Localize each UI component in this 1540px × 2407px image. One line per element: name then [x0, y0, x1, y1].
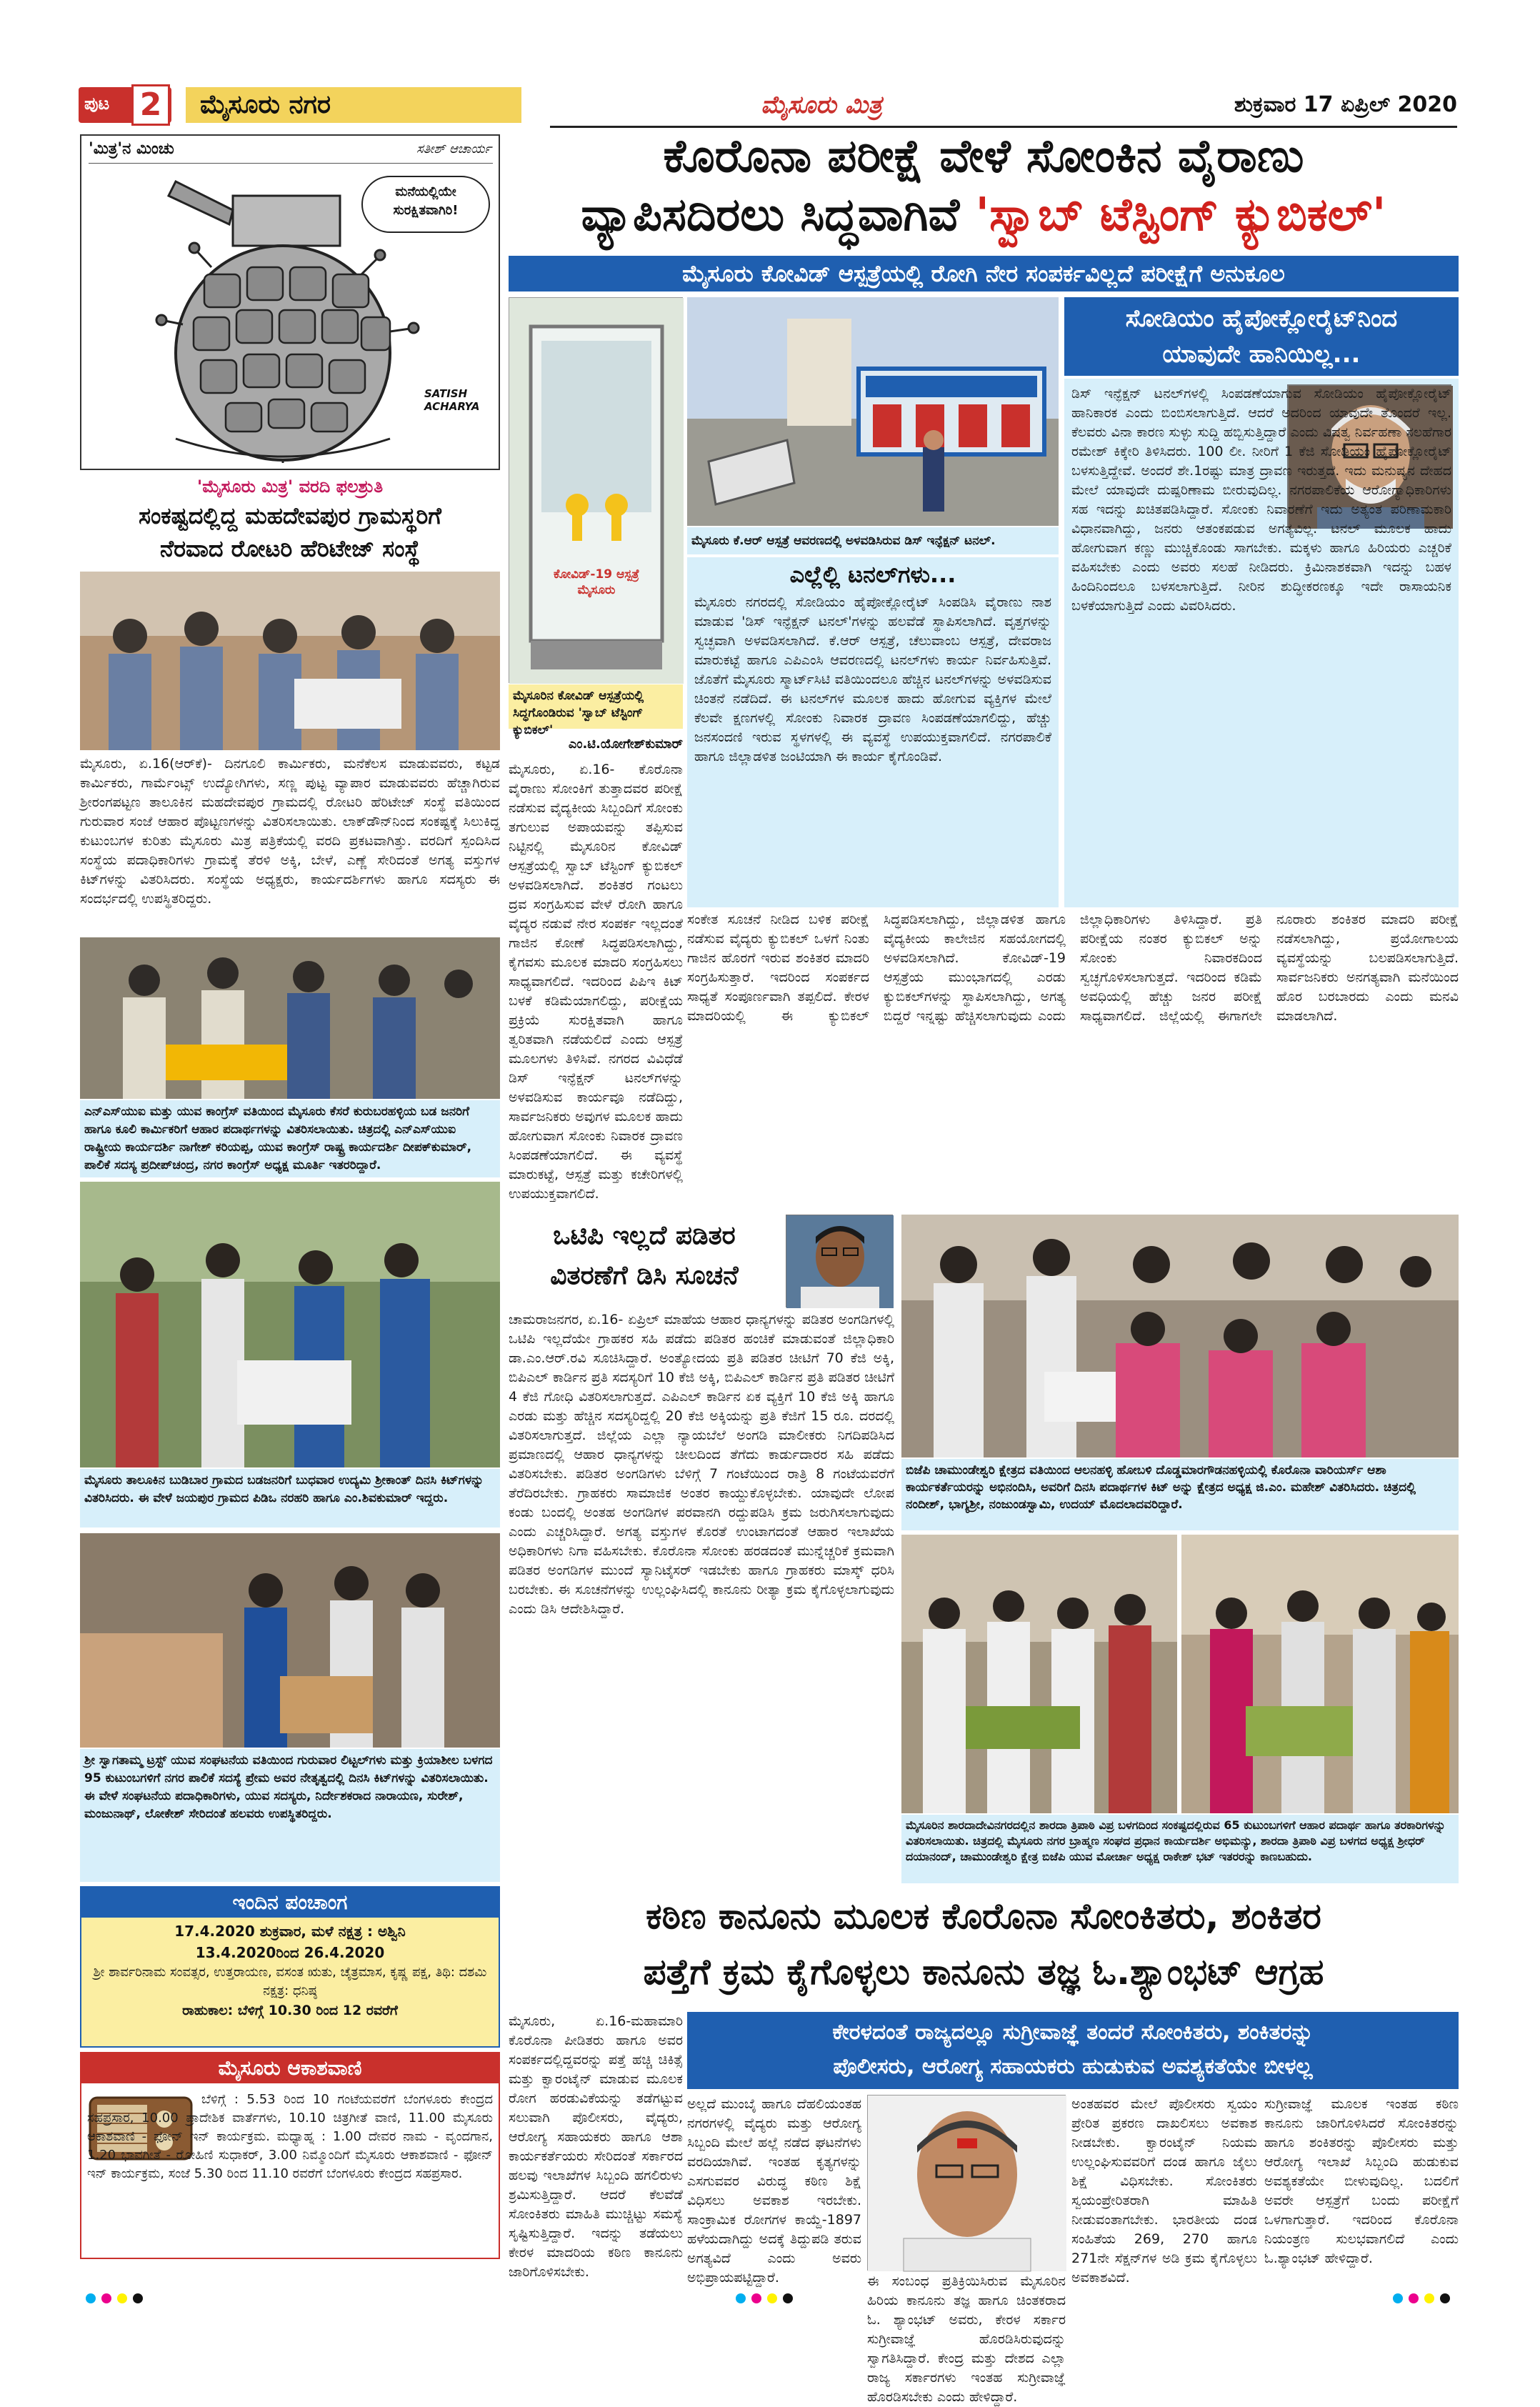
swamy-photo	[80, 1533, 500, 1748]
panchanga-line-4: ರಾಹುಕಾಲ: ಬೆಳಿಗ್ಗೆ 10.30 ರಿಂದ 12 ರವರೆಗೆ	[182, 2003, 398, 2018]
nsui-caption-text: ಎನ್‌ಎಸ್‌ಯುಐ ಮತ್ತು ಯುವ ಕಾಂಗ್ರೆಸ್ ವತಿಯಿಂದ ಮೈಸೂರು ಕೆಸರೆ ಕುರುಬರಹಳ್ಳಿಯ ಬಡ ಜನರಿಗೆ ಹಾಗೂ ಕೂಲಿ ಕಾರ್ಮಿಕರಿಗೆ ಆಹಾರ ಪದಾರ್ಥಗಳನ್ನು ವಿತರಿಸಲಾಯಿತು. ಚಿತ್ರದಲ್ಲಿ ಎನ್‌ಎಸ್‌ಯುಐ ರಾಷ್ಟ್ರೀಯ ಕಾರ್ಯದರ್ಶಿ ನಾಗೇಶ್ ಕರಿಯಪ್ಪ, ಯುವ ಕಾಂಗ್ರೆಸ್ ರಾಷ್ಟ್ರ ಕಾರ್ಯದರ್ಶಿ ದೀಪಕ್‌ಕುಮಾರ್, ಪಾಲಿಕೆ ಸದಸ್ಯ ಪ್ರದೀಪ್‌ಚಂದ್ರ, ನಗರ ಕಾಂಗ್ರೆಸ್ ಅಧ್ಯಕ್ಷ ಮೂರ್ತಿ ಇತರರಿದ್ದಾರೆ.	[84, 1105, 472, 1172]
panchanga-line-3: ಶ್ರೀ ಶಾರ್ವರಿನಾಮ ಸಂವತ್ಸರ, ಉತ್ತರಾಯಣ, ವಸಂತ ಋತು, ಚೈತ್ರಮಾಸ, ಕೃಷ್ಣ ಪಕ್ಷ, ತಿಥಿ: ದಶಮಿ ನಕ್ಷತ್ರ: ಧನಿಷ್ಠ	[93, 1965, 487, 1998]
nsui-photo	[80, 937, 500, 1099]
lead-subhead-banner: ಮೈಸೂರು ಕೋವಿಡ್ ಆಸ್ಪತ್ರೆಯಲ್ಲಿ ರೋಗಿ ನೇರ ಸಂಪರ್ಕವಿಲ್ಲದೆ ಪರೀಕ್ಷೆಗೆ ಅನುಕೂಲ	[509, 256, 1459, 291]
cartoon-signature: SATISH ACHARYA	[424, 387, 480, 413]
rotary-headline-1: ಸಂಕಷ್ಟದಲ್ಲಿದ್ದ ಮಹದೇವಪುರ ಗ್ರಾಮಸ್ಥರಿಗೆ	[139, 502, 441, 529]
registration-marks-center	[736, 2293, 800, 2305]
law-headline-block	[509, 1889, 1459, 2003]
page-label: ಪುಟ	[84, 94, 110, 114]
bjp-caption	[901, 1459, 1459, 1530]
lead-body: ಮೈಸೂರು, ಏ.16- ಕೊರೊನಾ ವೈರಾಣು ಸೋಂಕಿಗೆ ತುತ್ತಾದವರ ಪರೀಕ್ಷೆ ನಡೆಸುವ ವೈದ್ಯಕೀಯ ಸಿಬ್ಬಂದಿಗೆ ಸೋಂಕು ತಗುಲುವ ಅಪಾಯವನ್ನು ತಪ್ಪಿಸುವ ನಿಟ್ಟಿನಲ್ಲಿ ಮೈಸೂರಿನ ಕೋವಿಡ್ ಆಸ್ಪತ್ರೆಯಲ್ಲಿ ಸ್ವಾಬ್ ಟೆಸ್ಟಿಂಗ್ ಕ್ಯುಬಿಕಲ್ ಅಳವಡಿಸಲಾಗಿದೆ. ಶಂಕಿತರ ಗಂಟಲು ದ್ರವ ಸಂಗ್ರಹಿಸುವ ವೇಳೆ ರೋಗಿ ಹಾಗೂ ವೈದ್ಯರ ನಡುವೆ ನೇರ ಸಂಪರ್ಕ ಇಲ್ಲದಂತೆ ಗಾಜಿನ ಕೋಣೆ ಸಿದ್ಧಪಡಿಸಲಾಗಿದ್ದು, ಕೈಗವಸು ಮೂಲಕ ಮಾದರಿ ಸಂಗ್ರಹಿಸಲು ಸಾಧ್ಯವಾಗಲಿದೆ. ಇದರಿಂದ ಪಿಪಿಇ ಕಿಟ್ ಬಳಕೆ ಕಡಿಮೆಯಾಗಲಿದ್ದು, ಪರೀಕ್ಷೆಯ ಪ್ರಕ್ರಿಯೆ ಸುರಕ್ಷಿತವಾಗಿ ಹಾಗೂ ತ್ವರಿತವಾಗಿ ನಡೆಯಲಿದೆ ಎಂದು ಆಸ್ಪತ್ರೆ ಮೂಲಗಳು ತಿಳಿಸಿವೆ. ನಗರದ ವಿವಿಧೆಡೆ ಡಿಸ್ ಇನ್ಫೆಕ್ಷನ್ ಟನಲ್‌ಗಳನ್ನು ಅಳವಡಿಸುವ ಕಾರ್ಯವೂ ನಡೆದಿದ್ದು, ಸಾರ್ವಜನಿಕರು ಅವುಗಳ ಮೂಲಕ ಹಾದು ಹೋಗುವಾಗ ಸೋಂಕು ನಿವಾರಕ ದ್ರಾವಣ ಸಿಂಪಡಣೆಯಾಗಲಿದೆ. ಈ ವ್ಯವಸ್ಥೆ ಮಾರುಕಟ್ಟೆ, ಆಸ್ಪತ್ರೆ ಮತ್ತು ಕಚೇರಿಗಳಲ್ಲಿ ಉಪಯುಕ್ತವಾಗಲಿದೆ.	[509, 762, 683, 1202]
dc-ravi-photo	[786, 1215, 893, 1307]
cartoon-artist: ಸತೀಶ್ ಆಚಾರ್ಯ	[416, 141, 491, 156]
law-col-2: ಅಲ್ಲದೆ ಮುಂಬೈ ಹಾಗೂ ದೆಹಲಿಯಂತಹ ನಗರಗಳಲ್ಲಿ ವೈದ್ಯರು ಮತ್ತು ಆರೋಗ್ಯ ಸಿಬ್ಬಂದಿ ಮೇಲೆ ಹಲ್ಲೆ ನಡೆದ ಘಟನೆಗಳು ವರದಿಯಾಗಿವೆ. ಇಂತಹ ಕೃತ್ಯಗಳನ್ನು ಎಸಗುವವರ ವಿರುದ್ಧ ಕಠಿಣ ಶಿಕ್ಷೆ ವಿಧಿಸಲು ಅವಕಾಶ ಇರಬೇಕು. ಸಾಂಕ್ರಾಮಿಕ ರೋಗಗಳ ಕಾಯ್ದೆ-1897 ಹಳೆಯದಾಗಿದ್ದು ಅದಕ್ಕೆ ತಿದ್ದುಪಡಿ ತರುವ ಅಗತ್ಯವಿದೆ ಎಂದು ಅವರು ಅಭಿಪ್ರಾಯಪಟ್ಟಿದ್ದಾರೆ.	[687, 2096, 861, 2286]
panchanga-line-2: 13.4.2020ರಿಂದ 26.4.2020	[195, 1944, 385, 1961]
panchanga-box	[80, 1886, 500, 2048]
sharada-caption-text: ಮೈಸೂರಿನ ಶಾರದಾದೇವಿನಗರದಲ್ಲಿನ ಶಾರದಾ ತ್ರಿಪಾಠಿ ವಿಪ್ರ ಬಳಗದಿಂದ ಸಂಕಷ್ಟದಲ್ಲಿರುವ 65 ಕುಟುಂಬಗಳಿಗೆ ಆಹಾರ ಪದಾರ್ಥ ಹಾಗೂ ತರಕಾರಿಗಳನ್ನು ವಿತರಿಸಲಾಯಿತು. ಚಿತ್ರದಲ್ಲಿ ಮೈಸೂರು ನಗರ ಬ್ರಾಹ್ಮಣ ಸಂಘದ ಪ್ರಧಾನ ಕಾರ್ಯದರ್ಶಿ ಅಭಿಮನ್ಯು, ಶಾರದಾ ತ್ರಿಪಾಠಿ ವಿಪ್ರ ಬಳಗದ ಅಧ್ಯಕ್ಷ ಶ್ರೀಧರ್ ದಯಾನಂದ್, ಚಾಮುಂಡೇಶ್ವರಿ ಕ್ಷೇತ್ರ ಬಿಜೆಪಿ ಯುವ ಮೋರ್ಚಾ ಅಧ್ಯಕ್ಷ ರಾಕೇಶ್ ಭಟ್ ಇತರರನ್ನು ಕಾಣಬಹುದು.	[906, 1818, 1446, 1863]
lead-headline-line-1: ಕೊರೊನಾ ಪರೀಕ್ಷೆ ವೇಳೆ ಸೋಂಕಿನ ವೈರಾಣು	[663, 130, 1304, 183]
cubicle-sign-text: ಕೋವಿಡ್-19 ಆಸ್ಪತ್ರೆ ಮೈಸೂರು	[554, 567, 639, 597]
section-name: ಮೈಸೂರು ನಗರ	[186, 87, 521, 123]
sodium-headline-line-2: ಯಾವುದೇ ಹಾನಿಯಿಲ್ಲ...	[1162, 340, 1361, 369]
radio-title: ಮೈಸೂರು ಆಕಾಶವಾಣಿ	[81, 2053, 499, 2083]
masthead	[79, 84, 1457, 127]
sodium-body: ಡಿಸ್ ಇನ್ಫೆಕ್ಷನ್ ಟನಲ್‌ಗಳಲ್ಲಿ ಸಿಂಪಡಣೆಯಾಗುವ ಸೋಡಿಯಂ ಹೈಪೋಕ್ಲೋರೈಟ್ ಹಾನಿಕಾರಕ ಎಂದು ಬಿಂಬಿಸಲಾಗುತ್ತಿದೆ. ಆದರೆ ಅದರಿಂದ ಯಾವುದೇ ತೊಂದರೆ ಇಲ್ಲ. ಕೆಲವರು ವಿನಾ ಕಾರಣ ಸುಳ್ಳು ಸುದ್ದಿ ಹಬ್ಬಿಸುತ್ತಿದ್ದಾರೆ ಎಂದು ವಿಷತ್ವ ನಿರ್ವಹಣಾ ಸಲಹೆಗಾರ ರಮೇಶ್ ಕಿಕ್ಕೇರಿ ತಿಳಿಸಿದರು. 100 ಲೀ. ನೀರಿಗೆ 1 ಕೆಜಿ ಸೋಡಿಯಂ ಹೈಪೋಕ್ಲೋರೈಟ್ ಬಳಸುತ್ತಿದ್ದೇವೆ. ಅಂದರೆ ಶೇ.1ರಷ್ಟು ಮಾತ್ರ ದ್ರಾವಣ ಇರುತ್ತದೆ. ಇದು ಮನುಷ್ಯನ ದೇಹದ ಮೇಲೆ ಯಾವುದೇ ದುಷ್ಪರಿಣಾಮ ಬೀರುವುದಿಲ್ಲ. ನಗರಪಾಲಿಕೆಯ ಆರೋಗ್ಯಾಧಿಕಾರಿಗಳು ಸಹ ಇದನ್ನು ಖಚಿತಪಡಿಸಿದ್ದಾರೆ. ಸೋಂಕು ನಿವಾರಣೆಗೆ ಇದು ಅತ್ಯಂತ ಪರಿಣಾಮಕಾರಿ ವಿಧಾನವಾಗಿದ್ದು, ಜನರು ಆತಂಕಪಡುವ ಅಗತ್ಯವಿಲ್ಲ. ಟನಲ್ ಮೂಲಕ ಹಾದು ಹೋಗುವಾಗ ಕಣ್ಣು ಮುಚ್ಚಿಕೊಂಡು ಸಾಗಬೇಕು. ಮಕ್ಕಳು ಹಾಗೂ ಹಿರಿಯರು ಎಚ್ಚರಿಕೆ ವಹಿಸಬೇಕು ಎಂದು ಅವರು ಸಲಹೆ ನೀಡಿದರು. ಕ್ರಿಮಿನಾಶಕವಾಗಿ ಇದನ್ನು ಬಹಳ ಹಿಂದಿನಿಂದಲೂ ಬಳಸಲಾಗುತ್ತಿದೆ. ನೀರಿನ ಶುದ್ಧೀಕರಣಕ್ಕೂ ಇದೇ ರಾಸಾಯನಿಕ ಬಳಕೆಯಾಗುತ್ತಿದೆ ಎಂದು ವಿವರಿಸಿದರು.	[1071, 386, 1451, 614]
rotary-kicker: 'ಮೈಸೂರು ಮಿತ್ರ' ವರದಿ ಫಲಶ್ರುತಿ	[196, 477, 384, 497]
lead-headline-line-2-black: ವ್ಯಾಪಿಸದಿರಲು ಸಿದ್ಧವಾಗಿವೆ	[581, 189, 976, 241]
rotary-body: ಮೈಸೂರು, ಏ.16(ಆರ್‌ಕೆ)- ದಿನಗೂಲಿ ಕಾರ್ಮಿಕರು, ಮನೆಕೆಲಸ ಮಾಡುವವರು, ಕಟ್ಟಡ ಕಾರ್ಮಿಕರು, ಗಾರ್ಮೆಂಟ್ಸ್ ಉದ್ಯೋಗಿಗಳು, ಸಣ್ಣ ಪುಟ್ಟ ವ್ಯಾಪಾರ ಮಾಡುವವರು ಹೆಚ್ಚಾಗಿರುವ ಶ್ರೀರಂಗಪಟ್ಟಣ ತಾಲೂಕಿನ ಮಹದೇವಪುರ ಗ್ರಾಮದಲ್ಲಿ ರೋಟರಿ ಹೆರಿಟೇಜ್ ಸಂಸ್ಥೆ ವತಿಯಿಂದ ಗುರುವಾರ ಸಂಜೆ ಆಹಾರ ಪೊಟ್ಟಣಗಳನ್ನು ವಿತರಿಸಲಾಯಿತು. ಲಾಕ್‌ಡೌನ್‌ನಿಂದ ಸಂಕಷ್ಟಕ್ಕೆ ಸಿಲುಕಿದ್ದ ಕುಟುಂಬಗಳ ಕುರಿತು ಮೈಸೂರು ಮಿತ್ರ ಪತ್ರಿಕೆಯಲ್ಲಿ ವರದಿ ಪ್ರಕಟವಾಗಿತ್ತು. ವರದಿಗೆ ಸ್ಪಂದಿಸಿದ ಸಂಸ್ಥೆಯ ಪದಾಧಿಕಾರಿಗಳು ಗ್ರಾಮಕ್ಕೆ ತೆರಳಿ ಅಕ್ಕಿ, ಬೇಳೆ, ಎಣ್ಣೆ ಸೇರಿದಂತೆ ಅಗತ್ಯ ವಸ್ತುಗಳ ಕಿಟ್‌ಗಳನ್ನು ವಿತರಿಸಿದರು. ಸಂಸ್ಥೆಯ ಅಧ್ಯಕ್ಷರು, ಕಾರ್ಯದರ್ಶಿಗಳು ಹಾಗೂ ಸದಸ್ಯರು ಈ ಸಂದರ್ಭದಲ್ಲಿ ಉಪಸ್ಥಿತರಿದ್ದರು.	[80, 756, 500, 907]
shyam-bhat-photo	[867, 2095, 1066, 2271]
cubicle-photo	[509, 297, 683, 683]
panchanga-title: ಇಂದಿನ ಪಂಚಾಂಗ	[81, 1888, 499, 1918]
radio-box	[80, 2052, 500, 2259]
tunnels-body: ಮೈಸೂರು ನಗರದಲ್ಲಿ ಸೋಡಿಯಂ ಹೈಪೋಕ್ಲೋರೈಟ್ ಸಿಂಪಡಿಸಿ ವೈರಾಣು ನಾಶ ಮಾಡುವ 'ಡಿಸ್ ಇನ್ಫೆಕ್ಷನ್ ಟನಲ್'ಗಳನ್ನು ಹಲವೆಡೆ ಸ್ಥಾಪಿಸಲಾಗಿದೆ. ವೃತ್ತಗಳನ್ನು ಸ್ವಚ್ಛವಾಗಿ ಅಳವಡಿಸಲಾಗಿದೆ. ಕೆ.ಆರ್ ಆಸ್ಪತ್ರೆ, ಚೆಲುವಾಂಬ ಆಸ್ಪತ್ರೆ, ದೇವರಾಜ ಮಾರುಕಟ್ಟೆ ಹಾಗೂ ಎಪಿಎಂಸಿ ಆವರಣದಲ್ಲಿ ಟನಲ್‌ಗಳು ಕಾರ್ಯ ನಿರ್ವಹಿಸುತ್ತಿವೆ. ಜೊತೆಗೆ ಮೈಸೂರು ಸ್ಮಾರ್ಟ್‌ಸಿಟಿ ವತಿಯಿಂದಲೂ ಹೆಚ್ಚಿನ ಟನಲ್‌ಗಳನ್ನು ಅಳವಡಿಸುವ ಚಿಂತನೆ ನಡೆದಿದೆ. ಈ ಟನಲ್‌ಗಳ ಮೂಲಕ ಹಾದು ಹೋಗುವ ವ್ಯಕ್ತಿಗಳ ಮೇಲೆ ಕೆಲವೇ ಕ್ಷಣಗಳಲ್ಲಿ ಸೋಂಕು ನಿವಾರಕ ದ್ರಾವಣ ಸಿಂಪಡಣೆಯಾಗಲಿದ್ದು, ಹೆಚ್ಚು ಜನಸಂದಣಿ ಇರುವ ಸ್ಥಳಗಳಲ್ಲಿ ಈ ವ್ಯವಸ್ಥೆ ಉಪಯುಕ್ತವಾಗಲಿದೆ. ನಗರಪಾಲಿಕೆ ಹಾಗೂ ಜಿಲ್ಲಾಡಳಿತ ಜಂಟಿಯಾಗಿ ಈ ಕಾರ್ಯ ಕೈಗೊಂಡಿವೆ.	[694, 594, 1051, 764]
taluk-caption-text: ಮೈಸೂರು ತಾಲೂಕಿನ ಬುಡಿಬಾರ ಗ್ರಾಮದ ಬಡಜನರಿಗೆ ಬುಧವಾರ ಉದ್ಯಮಿ ಶ್ರೀಕಾಂತ್ ದಿನಸಿ ಕಿಟ್‌ಗಳನ್ನು ವಿತರಿಸಿದರು. ಈ ವೇಳೆ ಜಯಪುರ ಗ್ರಾಮದ ಪಿಡಿಒ ನರಹರಿ ಹಾಗೂ ಎಂ.ಶಿವಕುಮಾರ್ ಇದ್ದರು.	[84, 1473, 484, 1505]
panchanga-line-1: 17.4.2020 ಶುಕ್ರವಾರ, ಮಳೆ ನಕ್ಷತ್ರ : ಅಶ್ವಿನಿ	[174, 1923, 406, 1940]
otp-headline-1: ಒಟಿಪಿ ಇಲ್ಲದೆ ಪಡಿತರ	[553, 1221, 736, 1250]
law-subhead-banner	[687, 2012, 1459, 2089]
taluk-photo	[80, 1182, 500, 1467]
cartoon-speech-bubble	[361, 176, 490, 233]
law-subhead-2: ಪೊಲೀಸರು, ಆರೋಗ್ಯ ಸಹಾಯಕರು ಹುಡುಕುವ ಅವಶ್ಯಕತೆಯೇ ಬೀಳಲ್ಲ	[833, 2054, 1313, 2079]
law-col-1: ಮೈಸೂರು, ಏ.16-ಮಹಾಮಾರಿ ಕೊರೊನಾ ಪೀಡಿತರು ಹಾಗೂ ಅವರ ಸಂಪರ್ಕದಲ್ಲಿದ್ದವರನ್ನು ಪತ್ತೆ ಹಚ್ಚಿ ಚಿಕಿತ್ಸೆ ಮತ್ತು ಕ್ವಾರಂಟೈನ್ ಮಾಡುವ ಮೂಲಕ ರೋಗ ಹರಡುವಿಕೆಯನ್ನು ತಡೆಗಟ್ಟುವ ಸಲುವಾಗಿ ಪೊಲೀಸರು, ವೈದ್ಯರು, ಆರೋಗ್ಯ ಸಹಾಯಕರು ಹಾಗೂ ಆಶಾ ಕಾರ್ಯಕರ್ತೆಯರು ಸೇರಿದಂತೆ ಸರ್ಕಾರದ ಹಲವು ಇಲಾಖೆಗಳ ಸಿಬ್ಬಂದಿ ಹಗಲಿರುಳು ಶ್ರಮಿಸುತ್ತಿದ್ದಾರೆ. ಆದರೆ ಕೆಲವೆಡೆ ಸೋಂಕಿತರು ಮಾಹಿತಿ ಮುಚ್ಚಿಟ್ಟು ಸಮಸ್ಯೆ ಸೃಷ್ಟಿಸುತ್ತಿದ್ದಾರೆ. ಇದನ್ನು ತಡೆಯಲು ಕೇರಳ ಮಾದರಿಯ ಕಠಿಣ ಕಾನೂನು ಜಾರಿಗೊಳಿಸಬೇಕು.	[509, 2013, 683, 2280]
tunnel-photo	[687, 297, 1059, 526]
radio-schedule: ಬೆಳಿಗ್ಗೆ : 5.53 ರಿಂದ 10 ಗಂಟೆಯವರೆಗೆ ಬೆಂಗಳೂರು ಕೇಂದ್ರದ ಸಹಪ್ರಸಾರ, 10.00 ಪ್ರಾದೇಶಿಕ ವಾರ್ತೆಗಳು, 10.10 ಚಿತ್ರಗೀತೆ ವಾಣಿ, 11.00 ಮೈಸೂರು ಆಕಾಶವಾಣಿ - ಫೋನ್ ಇನ್ ಕಾರ್ಯಕ್ರಮ. ಮಧ್ಯಾಹ್ನ : 1.00 ದೇವರ ನಾಮ - ವೃಂದಗಾನ, 1.20 ಭಾವಗೀತೆ - ರೋಹಿಣಿ ಸುಧಾಕರ್, 3.00 ನಿಮ್ಮೊಂದಿಗೆ ಮೈಸೂರು ಆಕಾಶವಾಣಿ - ಫೋನ್ ಇನ್ ಕಾರ್ಯಕ್ರಮ, ಸಂಜೆ 5.30 ರಿಂದ 11.10 ರವರೆಗೆ ಬೆಂಗಳೂರು ಕೇಂದ್ರದ ಸಹಪ್ರಸಾರ.	[87, 2092, 493, 2181]
rotary-headline-2: ನೆರವಾದ ರೋಟರಿ ಹೆರಿಟೇಜ್ ಸಂಸ್ಥೆ	[160, 535, 420, 562]
cubicle-caption	[509, 684, 683, 737]
otp-headline-2: ವಿತರಣೆಗೆ ಡಿಸಿ ಸೂಚನೆ	[550, 1261, 739, 1290]
bjp-caption-text: ಬಿಜೆಪಿ ಚಾಮುಂಡೇಶ್ವರಿ ಕ್ಷೇತ್ರದ ವತಿಯಿಂದ ಆಲನಹಳ್ಳಿ ಹೋಬಳಿ ದೊಡ್ಡಮಾರಗೌಡನಹಳ್ಳಿಯಲ್ಲಿ ಕೊರೊನಾ ವಾರಿಯರ್ಸ್ ಆಶಾ ಕಾರ್ಯಕರ್ತೆಯರನ್ನು ಅಭಿನಂದಿಸಿ, ಅವರಿಗೆ ದಿನಸಿ ಪದಾರ್ಥಗಳ ಕಿಟ್ ಅನ್ನು ಕ್ಷೇತ್ರದ ಅಧ್ಯಕ್ಷ ಜಿ.ಎಂ. ಮಹೇಶ್ ವಿತರಿಸಿದರು. ಚಿತ್ರದಲ್ಲಿ ನಂದೀಶ್, ಭಾಗ್ಯಶ್ರೀ, ನಂಜುಂಡಸ್ವಾಮಿ, ಉದಯ್ ಮೊದಲಾದವರಿದ್ದಾರೆ.	[906, 1463, 1416, 1512]
swamy-caption	[80, 1749, 500, 1882]
page-number: 2	[131, 84, 170, 126]
sharada-caption	[901, 1815, 1459, 1883]
registration-marks-right	[1393, 2293, 1457, 2305]
lead-headline-block	[509, 126, 1459, 291]
lead-headline-line-2	[509, 184, 1459, 246]
issue-date: ಶುಕ್ರವಾರ 17 ಏಪ್ರಿಲ್ 2020	[1234, 92, 1457, 117]
law-headline-2: ಪತ್ತೆಗೆ ಕ್ರಮ ಕೈಗೊಳ್ಳಲು ಕಾನೂನು ತಜ್ಞ ಓ.ಶ್ಯಾಂಭಟ್ ಆಗ್ರಹ	[643, 1951, 1324, 1993]
otp-body: ಚಾಮರಾಜನಗರ, ಏ.16- ಏಪ್ರಿಲ್ ಮಾಹೆಯ ಆಹಾರ ಧಾನ್ಯಗಳನ್ನು ಪಡಿತರ ಅಂಗಡಿಗಳಲ್ಲಿ ಒಟಿಪಿ ಇಲ್ಲದೆಯೇ ಗ್ರಾಹಕರ ಸಹಿ ಪಡೆದು ಪಡಿತರ ಹಂಚಿಕೆ ಮಾಡುವಂತೆ ಜಿಲ್ಲಾಧಿಕಾರಿ ಡಾ.ಎಂ.ಆರ್.ರವಿ ಸೂಚಿಸಿದ್ದಾರೆ. ಅಂತ್ಯೋದಯ ಪ್ರತಿ ಪಡಿತರ ಚೀಟಿಗೆ 70 ಕೆಜಿ ಅಕ್ಕಿ, ಬಿಪಿಎಲ್ ಕಾರ್ಡಿನ ಪ್ರತಿ ಸದಸ್ಯರಿಗೆ 10 ಕೆಜಿ ಅಕ್ಕಿ, ಬಿಪಿಎಲ್ ಕಾರ್ಡಿನ ಪ್ರತಿ ಪಡಿತರ ಚೀಟಿಗೆ 4 ಕೆಜಿ ಗೋಧಿ ವಿತರಿಸಲಾಗುತ್ತದೆ. ಎಪಿಎಲ್ ಕಾರ್ಡಿನ ಏಕ ವ್ಯಕ್ತಿಗೆ 10 ಕೆಜಿ ಅಕ್ಕಿ ಹಾಗೂ ಎರಡು ಮತ್ತು ಹೆಚ್ಚಿನ ಸದಸ್ಯರಿದ್ದಲ್ಲಿ 20 ಕೆಜಿ ಅಕ್ಕಿಯನ್ನು ಪ್ರತಿ ಕೆಜಿಗೆ 15 ರೂ. ದರದಲ್ಲಿ ವಿತರಿಸಲಾಗುತ್ತದೆ. ಜಿಲ್ಲೆಯ ಎಲ್ಲಾ ನ್ಯಾಯಬೆಲೆ ಅಂಗಡಿ ಮಾಲೀಕರು ನಿಗದಿಪಡಿಸಿದ ಪ್ರಮಾಣದಲ್ಲಿ ಆಹಾರ ಧಾನ್ಯಗಳನ್ನು ಚೀಲದಿಂದ ತೆಗೆದು ಕಾರ್ಡುದಾರರ ಸಹಿ ಪಡೆದು ವಿತರಿಸಬೇಕು. ಪಡಿತರ ಅಂಗಡಿಗಳು ಬೆಳಿಗ್ಗೆ 7 ಗಂಟೆಯಿಂದ ರಾತ್ರಿ 8 ಗಂಟೆಯವರೆಗೆ ತೆರೆದಿರಬೇಕು. ಗ್ರಾಹಕರು ಸಾಮಾಜಿಕ ಅಂತರ ಕಾಯ್ದುಕೊಳ್ಳಬೇಕು. ಯಾವುದೇ ಲೋಪ ಕಂಡು ಬಂದಲ್ಲಿ ಅಂತಹ ಅಂಗಡಿಗಳ ಪರವಾನಗಿ ರದ್ದುಪಡಿಸಿ ಕ್ರಮ ಜರುಗಿಸಲಾಗುವುದು ಎಂದು ಎಚ್ಚರಿಸಿದ್ದಾರೆ. ಅಗತ್ಯ ವಸ್ತುಗಳ ಕೊರತೆ ಉಂಟಾಗದಂತೆ ಆಹಾರ ಇಲಾಖೆಯ ಅಧಿಕಾರಿಗಳು ನಿಗಾ ವಹಿಸಬೇಕು. ಕೊರೊನಾ ಸೋಂಕು ಹರಡದಂತೆ ಮುನ್ನೆಚ್ಚರಿಕೆ ಕ್ರಮವಾಗಿ ಪಡಿತರ ಅಂಗಡಿಗಳ ಮುಂದೆ ಸ್ಯಾನಿಟೈಸರ್ ಇಡಬೇಕು ಹಾಗೂ ಗ್ರಾಹಕರು ಮಾಸ್ಕ್ ಧರಿಸಿ ಬರಬೇಕು. ಈ ಸೂಚನೆಗಳನ್ನು ಉಲ್ಲಂಘಿಸಿದಲ್ಲಿ ಕಾನೂನು ರೀತ್ಯಾ ಕ್ರಮ ಕೈಗೊಳ್ಳಲಾಗುವುದು ಎಂದು ಡಿಸಿ ಆದೇಶಿಸಿದ್ದಾರೆ.	[509, 1312, 894, 1617]
tunnels-story	[687, 557, 1059, 907]
sodium-headline-line-1: ಸೋಡಿಯಂ ಹೈಪೋಕ್ಲೋರೈಟ್‌ನಿಂದ	[1125, 304, 1398, 333]
law-headline-1: ಕಠಿಣ ಕಾನೂನು ಮೂಲಕ ಕೊರೊನಾ ಸೋಂಕಿತರು, ಶಂಕಿತರ	[646, 1895, 1321, 1937]
cartoon-rule	[89, 163, 493, 164]
cartoon-label: 'ಮಿತ್ರ'ನ ಮಿಂಚು	[89, 140, 174, 158]
rotary-photo	[80, 572, 500, 750]
nsui-caption	[80, 1100, 500, 1177]
law-col-3: ಅಂತಹವರ ಮೇಲೆ ಪೊಲೀಸರು ಸ್ವಯಂ ಪ್ರೇರಿತ ಪ್ರಕರಣ ದಾಖಲಿಸಲು ಅವಕಾಶ ನೀಡಬೇಕು. ಕ್ವಾರಂಟೈನ್ ನಿಯಮ ಉಲ್ಲಂಘಿಸುವವರಿಗೆ ದಂಡ ಹಾಗೂ ಜೈಲು ಶಿಕ್ಷೆ ವಿಧಿಸಬೇಕು. ಸೋಂಕಿತರು ಸ್ವಯಂಪ್ರೇರಿತರಾಗಿ ಮಾಹಿತಿ ನೀಡುವಂತಾಗಬೇಕು. ಭಾರತೀಯ ದಂಡ ಸಂಹಿತೆಯ 269, 270 ಹಾಗೂ 271ನೇ ಸೆಕ್ಷನ್‌ಗಳ ಅಡಿ ಕ್ರಮ ಕೈಗೊಳ್ಳಲು ಅವಕಾಶವಿದೆ.	[1071, 2096, 1257, 2286]
tunnel-caption	[687, 527, 1059, 554]
cartoon-box	[80, 134, 500, 470]
sharada-photo-left	[901, 1535, 1177, 1813]
law-photo-caption: ಈ ಸಂಬಂಧ ಪ್ರತಿಕ್ರಿಯಿಸಿರುವ ಮೈಸೂರಿನ ಹಿರಿಯ ಕಾನೂನು ತಜ್ಞ ಹಾಗೂ ಚಿಂತಕರಾದ ಓ. ಶ್ಯಾಂಭಟ್ ಅವರು, ಕೇರಳ ಸರ್ಕಾರ ಸುಗ್ರೀವಾಜ್ಞೆ ಹೊರಡಿಸಿರುವುದನ್ನು ಸ್ವಾಗತಿಸಿದ್ದಾರೆ. ಕೇಂದ್ರ ಮತ್ತು ದೇಶದ ಎಲ್ಲಾ ರಾಜ್ಯ ಸರ್ಕಾರಗಳು ಇಂತಹ ಸುಗ್ರೀವಾಜ್ಞೆ ಹೊರಡಿಸಬೇಕು ಎಂದು ಹೇಳಿದ್ದಾರೆ.	[867, 2273, 1066, 2405]
sodium-headline	[1064, 297, 1459, 376]
rotary-headline-block	[80, 474, 500, 567]
lead-byline: ಎಂ.ಟಿ.ಯೋಗೇಶ್‌ಕುಮಾರ್	[568, 737, 683, 752]
bjp-photo	[901, 1215, 1459, 1457]
sharada-photo-right	[1181, 1535, 1459, 1813]
lead-headline-swab: 'ಸ್ವಾಬ್ ಟೆಸ್ಟಿಂಗ್ ಕ್ಯುಬಿಕಲ್'	[975, 189, 1386, 241]
law-subhead-1: ಕೇರಳದಂತೆ ರಾಜ್ಯದಲ್ಲೂ ಸುಗ್ರೀವಾಜ್ಞೆ ತಂದರೆ ಸೋಂಕಿತರು, ಶಂಕಿತರನ್ನು	[832, 2020, 1314, 2045]
sodium-story	[1064, 379, 1459, 907]
registration-marks-left	[86, 2293, 150, 2305]
law-col-4: ಸುಗ್ರೀವಾಜ್ಞೆ ಮೂಲಕ ಇಂತಹ ಕಠಿಣ ಕಾನೂನು ಜಾರಿಗೊಳಿಸಿದರೆ ಸೋಂಕಿತರನ್ನು ಹಾಗೂ ಶಂಕಿತರನ್ನು ಪೊಲೀಸರು ಮತ್ತು ಆರೋಗ್ಯ ಇಲಾಖೆ ಸಿಬ್ಬಂದಿ ಹುಡುಕುವ ಅವಶ್ಯಕತೆಯೇ ಬೀಳುವುದಿಲ್ಲ. ಬದಲಿಗೆ ಅವರೇ ಆಸ್ಪತ್ರೆಗೆ ಬಂದು ಪರೀಕ್ಷೆಗೆ ಒಳಗಾಗುತ್ತಾರೆ. ಇದರಿಂದ ಕೊರೊನಾ ನಿಯಂತ್ರಣ ಸುಲಭವಾಗಲಿದೆ ಎಂದು ಓ.ಶ್ಯಾಂಭಟ್ ಹೇಳಿದ್ದಾರೆ.	[1264, 2096, 1459, 2266]
lead-continued-body: ಸಂಕೇತ ಸೂಚನೆ ನೀಡಿದ ಬಳಿಕ ಪರೀಕ್ಷೆ ನಡೆಸುವ ವೈದ್ಯರು ಕ್ಯುಬಿಕಲ್ ಒಳಗೆ ನಿಂತು ಗಾಜಿನ ಹೊರಗೆ ಇರುವ ಶಂಕಿತರ ಮಾದರಿ ಸಂಗ್ರಹಿಸುತ್ತಾರೆ. ಇದರಿಂದ ಸಂಪರ್ಕದ ಸಾಧ್ಯತೆ ಸಂಪೂರ್ಣವಾಗಿ ತಪ್ಪಲಿದೆ. ಕೇರಳ ಮಾದರಿಯಲ್ಲಿ ಈ ಕ್ಯುಬಿಕಲ್ ಸಿದ್ಧಪಡಿಸಲಾಗಿದ್ದು, ಜಿಲ್ಲಾಡಳಿತ ಹಾಗೂ ವೈದ್ಯಕೀಯ ಕಾಲೇಜಿನ ಸಹಯೋಗದಲ್ಲಿ ಅಳವಡಿಸಲಾಗಿದೆ. ಕೋವಿಡ್-19 ಆಸ್ಪತ್ರೆಯ ಮುಂಭಾಗದಲ್ಲಿ ಎರಡು ಕ್ಯುಬಿಕಲ್‌ಗಳನ್ನು ಸ್ಥಾಪಿಸಲಾಗಿದ್ದು, ಅಗತ್ಯ ಬಿದ್ದರೆ ಇನ್ನಷ್ಟು ಹೆಚ್ಚಿಸಲಾಗುವುದು ಎಂದು ಜಿಲ್ಲಾಧಿಕಾರಿಗಳು ತಿಳಿಸಿದ್ದಾರೆ. ಪ್ರತಿ ಪರೀಕ್ಷೆಯ ನಂತರ ಕ್ಯುಬಿಕಲ್ ಅನ್ನು ಸೋಂಕು ನಿವಾರಕದಿಂದ ಸ್ವಚ್ಛಗೊಳಿಸಲಾಗುತ್ತದೆ. ಇದರಿಂದ ಕಡಿಮೆ ಅವಧಿಯಲ್ಲಿ ಹೆಚ್ಚು ಜನರ ಪರೀಕ್ಷೆ ಸಾಧ್ಯವಾಗಲಿದೆ. ಜಿಲ್ಲೆಯಲ್ಲಿ ಈಗಾಗಲೇ ನೂರಾರು ಶಂಕಿತರ ಮಾದರಿ ಪರೀಕ್ಷೆ ನಡೆಸಲಾಗಿದ್ದು, ಪ್ರಯೋಗಾಲಯ ವ್ಯವಸ್ಥೆಯನ್ನು ಬಲಪಡಿಸಲಾಗುತ್ತಿದೆ. ಸಾರ್ವಜನಿಕರು ಅನಗತ್ಯವಾಗಿ ಮನೆಯಿಂದ ಹೊರ ಬರಬಾರದು ಎಂದು ಮನವಿ ಮಾಡಲಾಗಿದೆ.	[687, 912, 1459, 1024]
tunnels-heading: ಎಲ್ಲೆಲ್ಲಿ ಟನಲ್‌ಗಳು...	[789, 561, 956, 588]
swamy-caption-text: ಶ್ರೀ ಸ್ವಾಗತಾಮ್ಮ ಟ್ರಸ್ಟ್ ಯುವ ಸಂಘಟನೆಯ ವತಿಯಿಂದ ಗುರುವಾರ ಲಿಟ್ಟಲ್‌ಗಳು ಮತ್ತು ಕ್ರಿಯಾಶೀಲ ಬಳಗದ 95 ಕುಟುಂಬಗಳಿಗೆ ನಗರ ಪಾಲಿಕೆ ಸದಸ್ಯೆ ಪ್ರೇಮ ಅವರ ನೇತೃತ್ವದಲ್ಲಿ ದಿನಸಿ ಕಿಟ್‌ಗಳನ್ನು ವಿತರಿಸಲಾಯಿತು. ಈ ವೇಳೆ ಸಂಘಟನೆಯ ಪದಾಧಿಕಾರಿಗಳು, ಯುವ ಸದಸ್ಯರು, ನಿರ್ದೇಶಕರಾದ ನಾರಾಯಣ, ಸುರೇಶ್, ಮಂಜುನಾಥ್, ಲೋಕೇಶ್ ಸೇರಿದಂತೆ ಹಲವರು ಉಪಸ್ಥಿತರಿದ್ದರು.	[84, 1753, 493, 1821]
paper-name: ಮೈಸೂರು ಮಿತ್ರ	[761, 91, 882, 119]
cartoon-speech-text: ಮನೆಯಲ್ಲಿಯೇ ಸುರಕ್ಷಿತವಾಗಿರಿ!	[393, 184, 459, 218]
tunnel-caption-text: ಮೈಸೂರು ಕೆ.ಆರ್ ಆಸ್ಪತ್ರೆ ಆವರಣದಲ್ಲಿ ಅಳವಡಿಸಿರುವ ಡಿಸ್ ಇನ್ಫೆಕ್ಷನ್ ಟನಲ್.	[691, 534, 996, 548]
cubicle-caption-text: ಮೈಸೂರಿನ ಕೋವಿಡ್ ಆಸ್ಪತ್ರೆಯಲ್ಲಿ ಸಿದ್ಧಗೊಂಡಿರುವ 'ಸ್ವಾಬ್ ಟೆಸ್ಟಿಂಗ್ ಕ್ಯುಬಿಕಲ್'	[513, 689, 644, 737]
lead-byline-box	[509, 732, 683, 760]
page-number-badge	[79, 87, 171, 123]
taluk-caption	[80, 1469, 500, 1528]
